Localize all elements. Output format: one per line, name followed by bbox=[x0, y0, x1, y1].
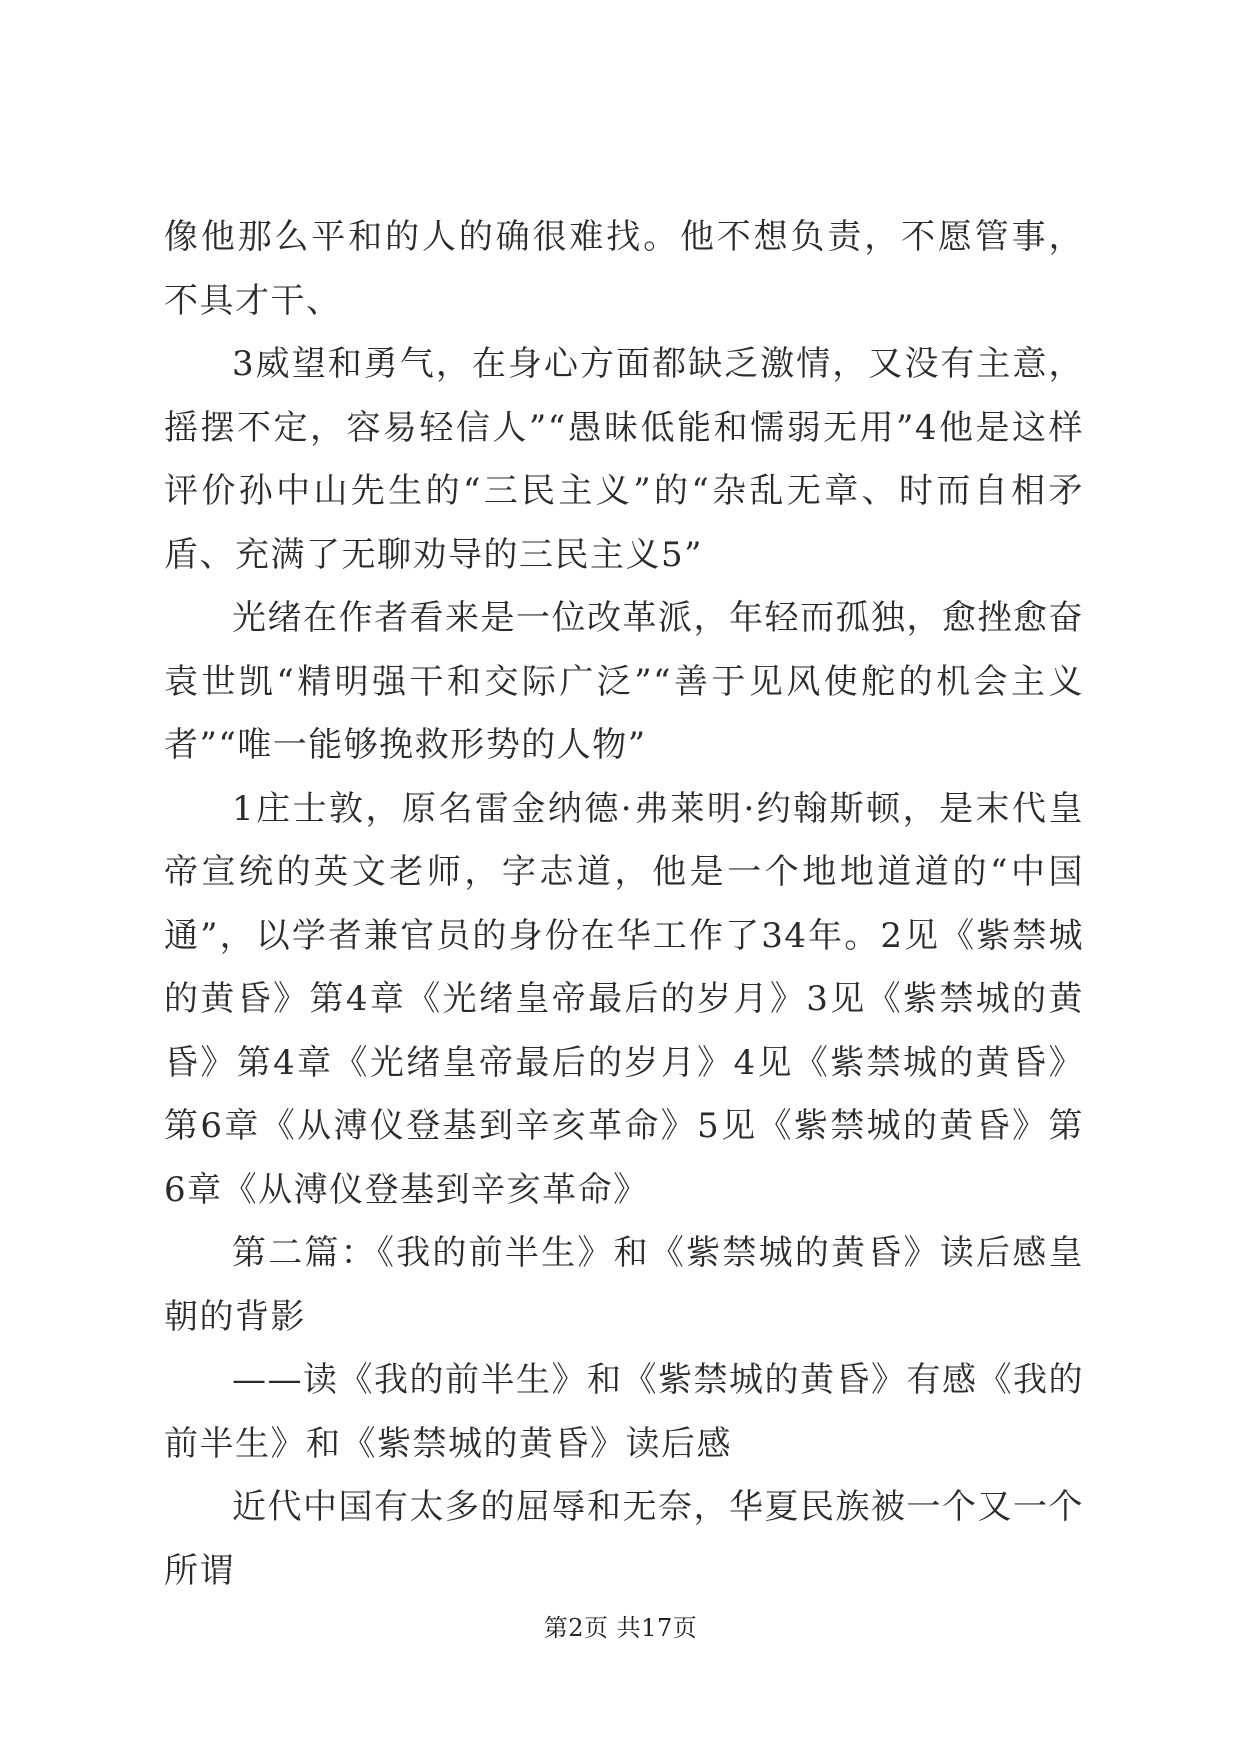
page-number-footer: 第2页 共17页 bbox=[543, 1614, 698, 1642]
paragraph-7: 近代中国有太多的屈辱和无奈，华夏民族被一个又一个所谓 bbox=[164, 1487, 1084, 1591]
footnotes-paragraph: 1庄士敦，原名雷金纳德·弗莱明·约翰斯顿，是末代皇帝宣统的英文老师，字志道，他是一个地地道道的“中国通”，以学者兼官员的身份在华工作了34年。2见《紫禁城的黄昏》第4章《光绪皇帝最后的岁月》3见《紫禁城的黄昏》第4章《光绪皇帝最后的岁月》4见《紫禁城的黄昏》第6章《从溥仪登基到辛亥革命》5见《紫禁城的黄昏》第6章《从溥仪登基到辛亥革命》 bbox=[164, 788, 1084, 1210]
paragraph-2: 3威望和勇气，在身心方面都缺乏激情，又没有主意，摇摆不定，容易轻信人”“愚昧低能和懦弱无用”4他是这样评价孙中山先生的“三民主义”的“杂乱无章、时而自相矛盾、充满了无聊劝导的三民主义5” bbox=[164, 344, 1084, 575]
paragraph-1: 像他那么平和的人的确很难找。他不想负责，不愿管事，不具才干、 bbox=[164, 217, 1084, 321]
section-subtitle: ——读《我的前半生》和《紫禁城的黄昏》有感《我的前半生》和《紫禁城的黄昏》读后感 bbox=[164, 1360, 1084, 1464]
paragraph-3: 光绪在作者看来是一位改革派，年轻而孤独，愈挫愈奋袁世凯“精明强干和交际广泛”“善于见风使舵的机会主义者”“唯一能够挽救形势的人物” bbox=[164, 598, 1084, 765]
document-body bbox=[164, 206, 1084, 1603]
section-heading: 第二篇：《我的前半生》和《紫禁城的黄昏》读后感皇朝的背影 bbox=[164, 1233, 1084, 1337]
